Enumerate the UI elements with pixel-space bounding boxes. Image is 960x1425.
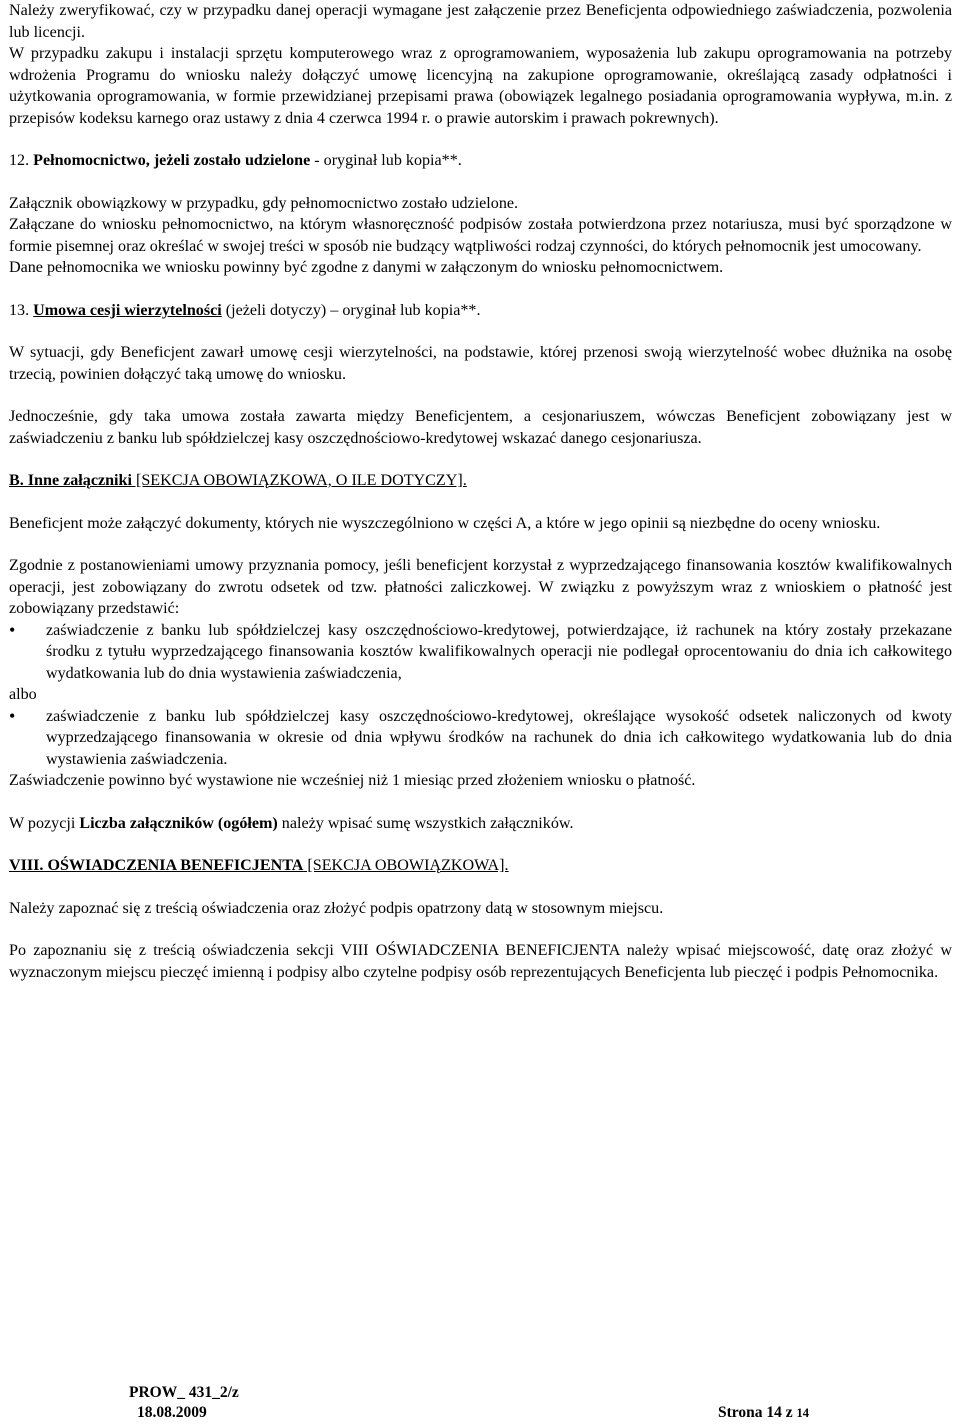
item-note: - oryginał lub kopia**. xyxy=(310,152,462,169)
item-number: 13. xyxy=(9,301,34,319)
document-page xyxy=(9,0,952,983)
section-note: [SEKCJA OBOWIĄZKOWA, O ILE DOTYCZY]. xyxy=(131,472,467,489)
text: W pozycji xyxy=(9,814,80,832)
text: należy wpisać sumę wszystkich załączników. xyxy=(277,814,574,832)
item-12-heading xyxy=(9,150,952,172)
item-title: Pełnomocnictwo, jeżeli zostało udzielone xyxy=(33,152,311,169)
paragraph-other-documents: Beneficjent może załączyć dokumenty, których nie wyszczególniono w części A, a które w jego opinii są niezbędne do oceny wniosku. xyxy=(9,514,881,532)
paragraph-read-statement: Należy zapoznać się z treścią oświadczenia oraz złożyć podpis opatrzony datą w stosownym miejscu. xyxy=(9,899,664,917)
field-name: Liczba załączników (ogółem) xyxy=(79,814,278,832)
page-label: Strona 14 z xyxy=(718,1404,797,1421)
paragraph-assignment-contract: W sytuacji, gdy Beneficjent zawarł umowę cesji wierzytelności, na podstawie, której przenosi swoją wierzytelność wobec dłużnika na osobę trzecią, powinien dołączyć taką umowę do wniosku. xyxy=(9,344,952,383)
page-number xyxy=(718,1402,809,1425)
paragraph-verify-licence: Należy zweryfikować, czy w przypadku danej operacji wymagane jest załączenie przez Beneficjenta odpowiedniego zaświadczenia, pozwolenia lub licencji. xyxy=(9,2,952,41)
item-title: Umowa cesji wierzytelności xyxy=(33,301,222,319)
paragraph-software-licence: W przypadku zakupu i instalacji sprzętu komputerowego wraz z oprogramowaniem, wyposażenia lub zakupu oprogramowania na potrzeby wdrożenia Programu do wniosku należy dołączyć umowę licencyjną na zakupione oprogramowanie, określającą zasady odpłatności i użytkowania oprogramowania, w formie przewidzianej przepisami prawa (obowiązek legalnego posiadania oprogramowania wypływa, m.in. z przepisów kodeksu karnego oraz ustawy z dnia 4 czerwca 1994 r. o prawie autorskim i prawach pokrewnych). xyxy=(9,45,952,127)
item-note: (jeżeli dotyczy) – oryginał lub kopia**. xyxy=(221,301,481,319)
paragraph-attorney-data: Dane pełnomocnika we wniosku powinny być zgodne z danymi w załączonym do wniosku pełnomocnictwem. xyxy=(9,259,724,276)
bullet-list xyxy=(9,620,952,685)
paragraph-attachment-count xyxy=(9,813,952,835)
paragraph-interest-return: Zgodnie z postanowieniami umowy przyznania pomocy, jeśli beneficjent korzystał z wyprzedzającego finansowania kosztów kwalifikowalnych operacji, jest zobowiązany do zwrotu odsetek od tzw. płatności zaliczkowej. W związku z powyższym wraz z wnioskiem o płatność jest zobowiązany przedstawić: xyxy=(9,557,952,617)
section-b-heading xyxy=(9,470,952,492)
paragraph-albo: albo xyxy=(9,686,37,703)
list-item: • zaświadczenie z banku lub spółdzielczej kasy oszczędnościowo-kredytowej, określające wysokość odsetek naliczonych od kwoty wyprzedzającego finansowania w okresie od dnia wpływu środków na rachunek do dnia ich całkowitego wydatkowania lub do dnia wystawienia zaświadczenia. xyxy=(9,706,952,771)
item-13-heading xyxy=(9,300,952,322)
section-viii-heading xyxy=(9,855,952,877)
paragraph-assignee-bank: Jednocześnie, gdy taka umowa została zawarta między Beneficjentem, a cesjonariuszem, wówczas Beneficjent zobowiązany jest w zaświadczeniu z banku lub spółdzielczej kasy oszczędnościowo-kredytowej wskazać danego cesjonariusza. xyxy=(9,408,952,447)
document-date: 18.08.2009 xyxy=(137,1404,207,1421)
bullet-list xyxy=(9,706,952,771)
document-code: PROW_ 431_2/z xyxy=(129,1384,239,1401)
paragraph-certificate-date: Zaświadczenie powinno być wystawione nie wcześniej niż 1 miesiąc przed złożeniem wniosku o płatność. xyxy=(9,772,696,789)
list-item: • zaświadczenie z banku lub spółdzielczej kasy oszczędnościowo-kredytowej, potwierdzające, iż rachunek na który zostały przekazane środku z tytułu wyprzedzającego finansowania kosztów kwalifikowalnych operacji nie podlegał oprocentowaniu do dnia ich całkowitego wydatkowania lub do dnia wystawienia zaświadczenia, xyxy=(9,620,952,685)
paragraph-power-of-attorney: Załączane do wniosku pełnomocnictwo, na którym własnoręczność podpisów została potwierdzona przez notariusza, musi być sporządzone w formie pisemnej oraz określać w swojej treści w sposób nie budzący wątpliwości rodzaj czynności, do których pełnomocnik jest umocowany. xyxy=(9,216,952,255)
paragraph-signatures: Po zapoznaniu się z treścią oświadczenia sekcji VIII OŚWIADCZENIA BENEFICJENTA należy wpisać miejscowość, datę oraz złożyć w wyznaczonym miejscu pieczęć imienną i podpisy albo czytelne podpisy osób reprezentujących Beneficjenta lub pieczęć i podpis Pełnomocnika. xyxy=(9,942,952,981)
section-note: [SEKCJA OBOWIĄZKOWA]. xyxy=(303,857,509,874)
page-total: 14 xyxy=(796,1406,810,1420)
section-title: B. Inne załączniki xyxy=(9,472,132,489)
section-title: VIII. OŚWIADCZENIA BENEFICJENTA xyxy=(9,857,304,874)
paragraph-mandatory-attachment: Załącznik obowiązkowy w przypadku, gdy pełnomocnictwo zostało udzielone. xyxy=(9,194,519,212)
page-footer xyxy=(0,1382,960,1422)
item-number: 12. xyxy=(9,152,34,169)
